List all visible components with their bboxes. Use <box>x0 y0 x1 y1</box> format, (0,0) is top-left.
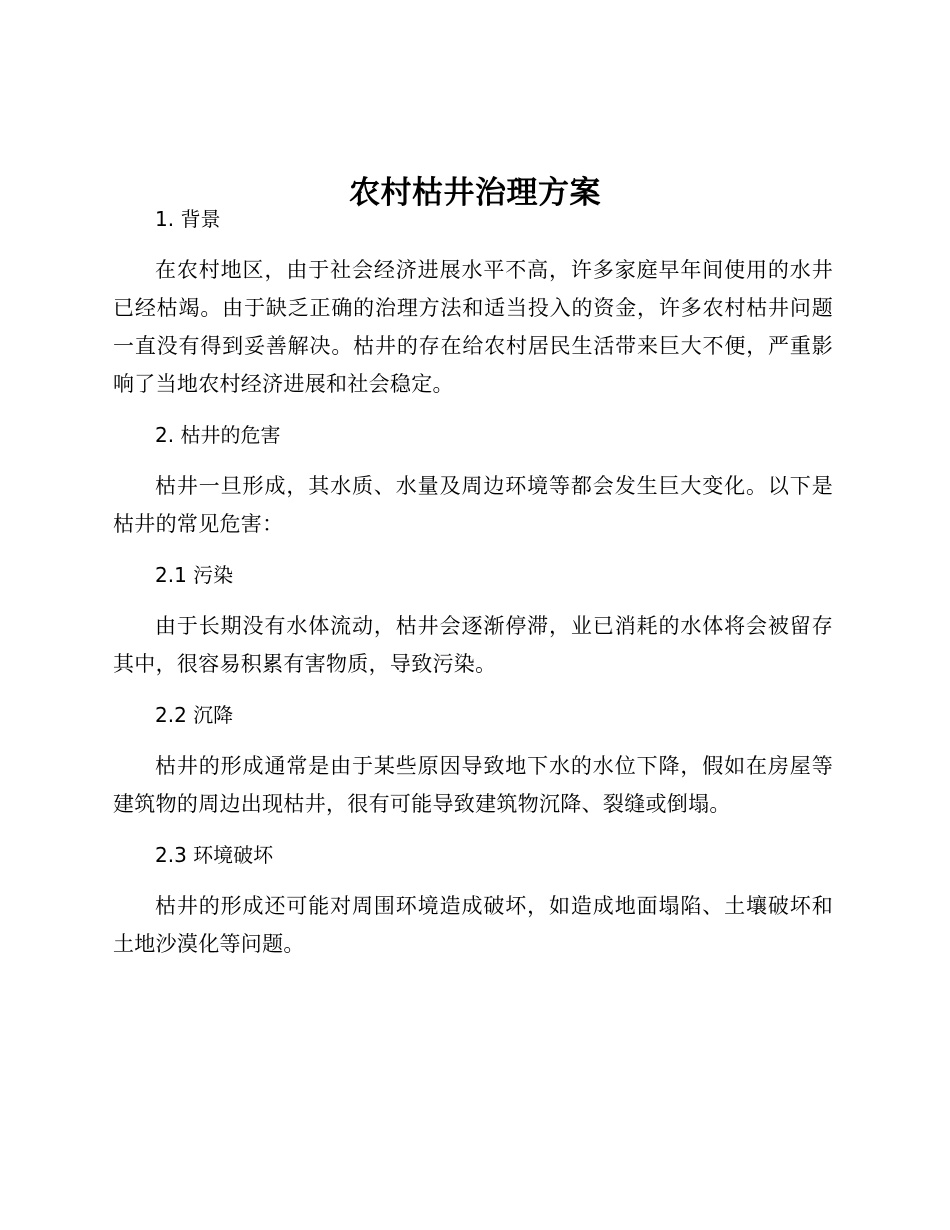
section-heading-environment: 2.3 环境破坏 <box>155 843 274 867</box>
section-heading-pollution: 2.1 污染 <box>155 563 234 587</box>
section-paragraph-subsidence: 枯井的形成通常是由于某些原因导致地下水的水位下降，假如在房屋等建筑物的周边出现枯井，很有可能导致建筑物沉降、裂缝或倒塌。 <box>113 754 833 816</box>
section-heading-background: 1. 背景 <box>155 207 221 231</box>
section-paragraph-pollution: 由于长期没有水体流动，枯井会逐渐停滞，业已消耗的水体将会被留存其中，很容易积累有害物质，导致污染。 <box>113 614 833 676</box>
section-paragraph-hazards: 枯井一旦形成，其水质、水量及周边环境等都会发生巨大变化。以下是枯井的常见危害： <box>113 474 833 536</box>
section-heading-hazards: 2. 枯井的危害 <box>155 423 281 447</box>
document-body <box>113 200 833 976</box>
section-heading-subsidence: 2.2 沉降 <box>155 703 234 727</box>
section-paragraph-environment: 枯井的形成还可能对周围环境造成破坏，如造成地面塌陷、土壤破坏和土地沙漠化等问题。 <box>113 894 833 956</box>
section-paragraph-background: 在农村地区，由于社会经济进展水平不高，许多家庭早年间使用的水井已经枯竭。由于缺乏正确的治理方法和适当投入的资金，许多农村枯井问题一直没有得到妥善解决。枯井的存在给农村居民生活带来巨大不便，严重影响了当地农村经济进展和社会稳定。 <box>113 258 833 396</box>
document-title: 农村枯井治理方案 <box>349 174 601 211</box>
